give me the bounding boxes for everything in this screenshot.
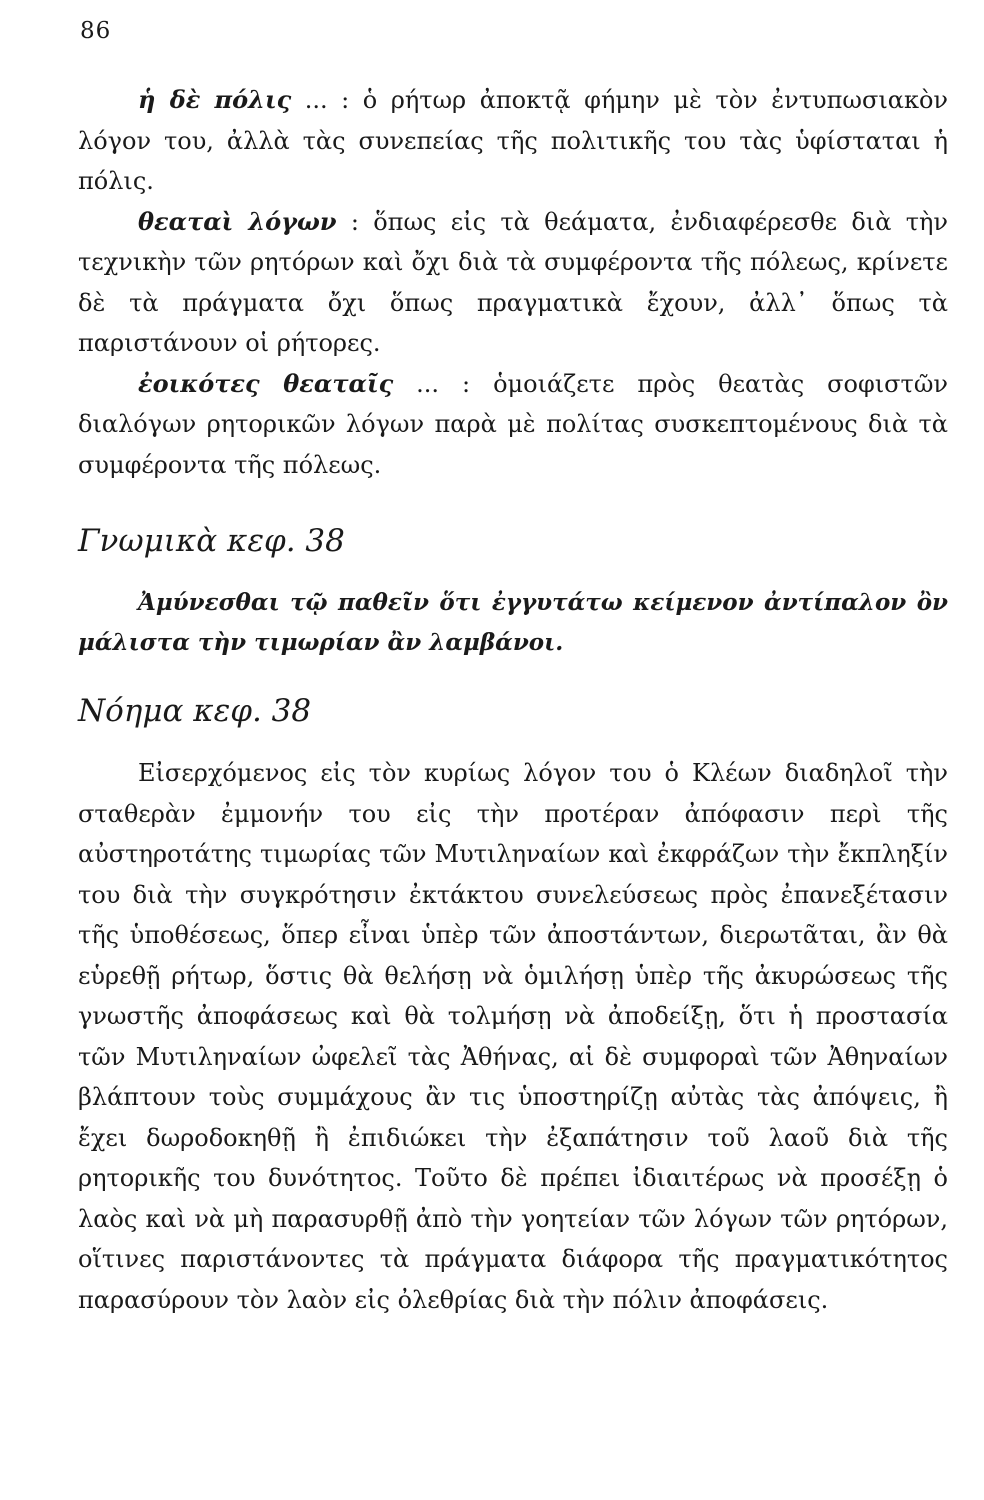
commentary-gloss: ... : ὁμοιάζετε πρὸς θεατὰς σοφιστῶν διαλόγων ρητορικῶν λόγων παρὰ μὲ πολίτας συσκεπτομένους διὰ τὰ συμφέροντα τῆς πόλεως. bbox=[78, 369, 948, 479]
commentary-note-3 bbox=[78, 364, 948, 486]
section-heading-gnomika: Γνωμικὰ κεφ. 38 bbox=[78, 523, 345, 559]
page-body bbox=[78, 80, 948, 1320]
commentary-note-2 bbox=[78, 202, 948, 364]
commentary-term: ἐοικότες θεαταῖς bbox=[138, 368, 394, 398]
section-heading-noima: Νόημα κεφ. 38 bbox=[78, 693, 312, 729]
commentary-gloss: : ὅπως εἰς τὰ θεάματα, ἐνδιαφέρεσθε διὰ τὴν τεχνικὴν τῶν ρητόρων καὶ ὄχι διὰ τὰ συμφέροντα τῆς πόλεως, κρίνετε δὲ τὰ πράγματα ὄχι ὅπως πραγματικὰ ἔχουν, ἀλλ᾽ ὅπως τὰ παριστάνουν οἱ ρήτορες. bbox=[78, 207, 948, 357]
commentary-notes bbox=[78, 80, 948, 485]
commentary-term: ἡ δὲ πόλις bbox=[138, 85, 292, 114]
meaning-paragraph: Εἰσερχόμενος εἰς τὸν κυρίως λόγον του ὁ Κλέων διαδηλοῖ τὴν σταθερὰν ἐμμονήν του εἰς τὴν προτέραν ἀπόφασιν περὶ τῆς αὐστηροτάτης τιμωρίας τῶν Μυτιληναίων καὶ ἐκφράζων τὴν ἔκπληξίν του διὰ τὴν συγκρότησιν ἐκτάκτου συνελεύσεως πρὸς ἐπανεξέτασιν τῆς ὑποθέσεως, ὅπερ εἶναι ὑπὲρ τῶν ἀποστάντων, διερωτᾶται, ἂν θὰ εὑρεθῇ ρήτωρ, ὅστις θὰ θελήσῃ νὰ ὁμιλήσῃ ὑπὲρ τῆς ἀκυρώσεως τῆς γνωστῆς ἀποφάσεως καὶ θὰ τολμήσῃ νὰ ἀποδείξῃ, ὅτι ἡ προστασία τῶν Μυτιληναίων ὠφελεῖ τὰς Ἀθήνας, αἱ δὲ συμφοραὶ τῶν Ἀθηναίων βλάπτουν τοὺς συμμάχους ἂν τις ὑποστηρίζῃ αὐτὰς τὰς ἀπόψεις, ἢ ἔχει δωροδοκηθῇ ἢ ἐπιδιώκει τὴν ἐξαπάτησιν τοῦ λαοῦ διὰ τῆς ρητορικῆς του δυνότητος. Τοῦτο δὲ πρέπει ἰδιαιτέρως νὰ προσέξῃ ὁ λαὸς καὶ νὰ μὴ παρασυρθῇ ἀπὸ τὴν γοητείαν τῶν λόγων τῶν ρητόρων, οἵτινες παριστάνοντες τὰ πράγματα διάφορα τῆς πραγματικότητος παρασύρουν τὸν λαὸν εἰς ὀλεθρίας διὰ τὴν πόλιν ἀποφάσεις. bbox=[78, 759, 948, 1314]
commentary-note-1 bbox=[78, 80, 948, 202]
commentary-gloss: ... : ὁ ρήτωρ ἀποκτᾷ φήμην μὲ τὸν ἐντυπωσιακὸν λόγον του, ἀλλὰ τὰς συνεπείας τῆς πολιτικῆς του τὰς ὑφίσταται ἡ πόλις. bbox=[78, 86, 948, 195]
maxim-quote: Ἀμύνεσθαι τῷ παθεῖν ὅτι ἐγγυτάτω κείμενον ἀντίπαλον ὂν μάλιστα τὴν τιμωρίαν ἂν λαμβάνοι. bbox=[78, 589, 948, 656]
commentary-term: θεαταὶ λόγων bbox=[138, 206, 337, 236]
page-number: 86 bbox=[80, 18, 112, 44]
